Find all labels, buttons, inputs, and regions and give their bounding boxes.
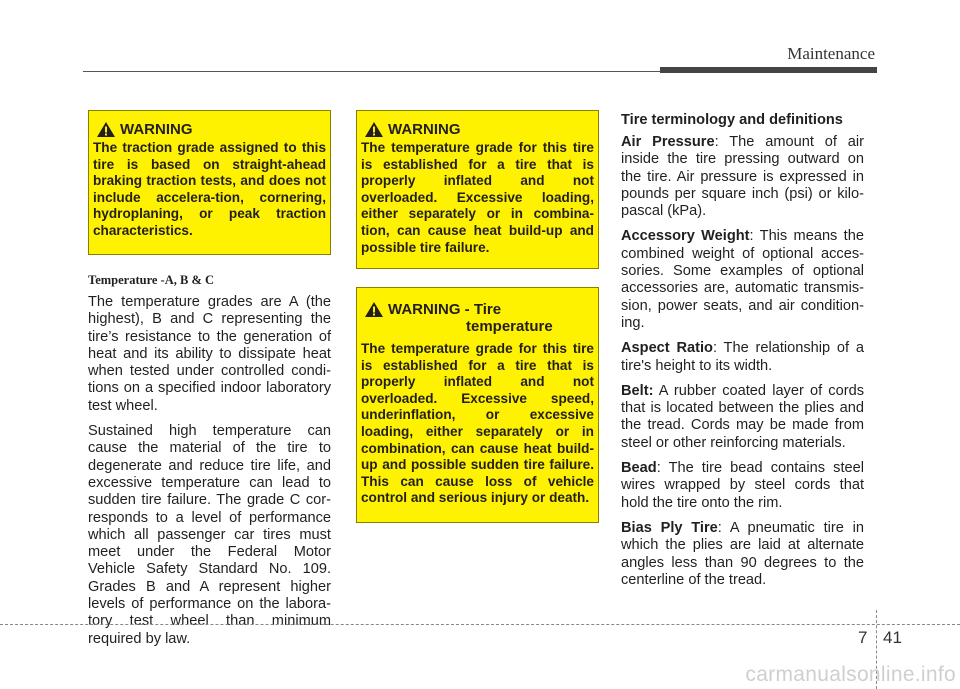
- warning-title: WARNING: [120, 121, 193, 138]
- paragraph: The temperature grades are A (the highest), B and C representing the tire’s resistance to the generation of heat and its ability to dissipate heat when tested under controlled condi-tions on a specified indoor laboratory test wheel.: [88, 294, 331, 414]
- definition-term: Belt:: [621, 382, 654, 399]
- section-title: Temperature -A, B & C: [88, 273, 215, 287]
- warning-header: [96, 121, 326, 138]
- definition-term: Bead: [621, 460, 657, 477]
- warning-text: The traction grade assigned to this tire is based on straight-ahead braking traction tests, and does not include accelera-tion, cornering, hydroplaning, or peak traction characteristics.: [93, 140, 326, 238]
- definition-item: [621, 134, 864, 220]
- warning-text: The temperature grade for this tire is established for a tire that is properly inflated and not overloaded. Excessive speed, underinflation, or excessive loading, either separately or in combination, can cause heat build-up and possible sudden tire failure. This can cause loss of vehicle control and serious injury or death.: [361, 341, 594, 506]
- definition-term: Accessory Weight: [621, 228, 750, 245]
- definition-separator: :: [712, 340, 724, 357]
- definition-separator: :: [714, 134, 730, 150]
- right-column: [621, 112, 864, 589]
- warning-header: [364, 301, 594, 335]
- chapter-number: 7: [858, 628, 868, 647]
- traction-warning-box: [88, 110, 331, 255]
- definition-item: [621, 383, 864, 452]
- section-heading: Tire terminology and definitions: [621, 112, 843, 128]
- warning-header: [364, 121, 594, 138]
- definition-text: This means the combined weight of optional acces-sories. Some examples of optional accessories are, automatic transmis-sion, power seats, and air condition-ing.: [621, 228, 864, 331]
- definition-item: [621, 340, 864, 375]
- warning-text: The temperature grade for this tire is established for a tire that is properly inflated and not overloaded. Excessive loading, either separately or in combina-tion, can cause heat build-up and possible tire failure.: [361, 140, 594, 255]
- definition-separator: :: [717, 519, 730, 536]
- definition-item: [621, 228, 864, 332]
- temperature-warning-box: [356, 110, 599, 269]
- paragraph: Sustained high temperature can cause the material of the tire to degenerate and reduce tire life, and excessive temperature can lead to sudden tire failure. The grade C cor-responds to a level of performance which all passenger car tires must meet under the Federal Motor Vehicle Safety Standard No. 109. Grades B and A represent higher levels of performance on the labora-tory test wheel than minimum required by law.: [88, 423, 331, 647]
- header-rule-accent: [660, 67, 877, 73]
- watermark: carmanualsonline.info: [745, 663, 956, 686]
- middle-column: [356, 110, 599, 523]
- definition-term: Bias Ply Tire: [621, 519, 718, 536]
- footer-rule: [0, 624, 960, 625]
- warning-title-line2: temperature: [466, 318, 553, 335]
- definition-text: A pneumatic tire in which the plies are laid at alternate angles less than 90 degrees to the centerline of the tread.: [621, 519, 865, 588]
- header-rule: [83, 71, 663, 72]
- warning-title: [388, 301, 553, 335]
- definition-separator: :: [749, 228, 760, 245]
- page-number: 41: [883, 628, 902, 647]
- definition-item: [621, 460, 864, 512]
- definition-text: The relationship of a tire's height to its width.: [621, 340, 864, 374]
- warning-triangle-icon: [96, 121, 116, 138]
- warning-triangle-icon: [364, 301, 384, 318]
- warning-title-line1: WARNING - Tire: [388, 301, 502, 318]
- tire-temperature-warning-box: [356, 287, 599, 523]
- definition-text: The amount of air inside the tire pressing outward on the tire. Air pressure is expressed in pounds per square inch (psi) or kilo-pascal (kPa).: [621, 134, 864, 220]
- left-column: [88, 110, 331, 648]
- definition-separator: :: [656, 460, 669, 477]
- warning-triangle-icon: [364, 121, 384, 138]
- definition-text: The tire bead contains steel wires wrapped by steel cords that hold the tire onto the rim.: [621, 460, 864, 511]
- definition-term: Air Pressure: [621, 134, 715, 150]
- page-header-title: Maintenance: [787, 44, 875, 63]
- definition-item: [621, 520, 864, 589]
- definition-text: A rubber coated layer of cords that is located between the plies and the tread. Cords may be made from steel or other reinforcing materials.: [621, 382, 864, 451]
- definition-term: Aspect Ratio: [621, 340, 713, 357]
- warning-title: WARNING: [388, 121, 461, 138]
